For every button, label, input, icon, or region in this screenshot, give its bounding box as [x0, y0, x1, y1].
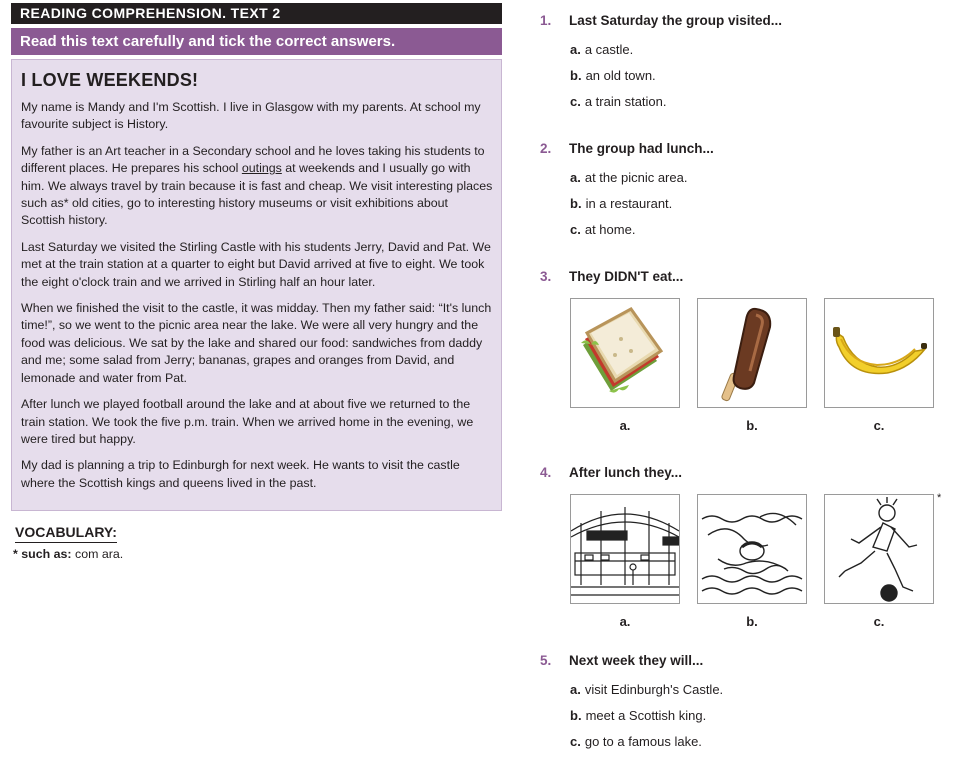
sandwich-image[interactable] [570, 298, 680, 408]
text-title: I LOVE WEEKENDS! [21, 70, 199, 90]
question-text: Next week they will... [569, 653, 704, 668]
option-c[interactable]: c. go to a famous lake. [570, 734, 702, 749]
option-b[interactable]: b. in a restaurant. [570, 196, 673, 211]
image-label-c: c. [873, 614, 885, 629]
train-station-image[interactable] [570, 494, 680, 604]
option-c[interactable]: c. a train station. [570, 94, 667, 109]
vocabulary-title: VOCABULARY: [15, 524, 117, 543]
image-label-b: b. [746, 418, 758, 433]
paragraph-2: My father is an Art teacher in a Secondary school and he loves taking his students to different places. He prepares his school outings at weekends and I usually go with him. We always travel by train because it is fast and cheap. We visit interesting places such as* old cities, go to interesting history museums or visit exhibitions about Scottish history. [21, 143, 493, 228]
instruction-banner: Read this text carefully and tick the correct answers. [11, 28, 502, 55]
question-text: Last Saturday the group visited... [569, 13, 783, 28]
asterisk-mark: * [937, 492, 942, 504]
ice-cream-image[interactable] [697, 298, 807, 408]
paragraph-3: Last Saturday we visited the Stirling Castle with his students Jerry, David and Pat. We met at the train station at a quarter to eight but David arrived at five to eight. We took the eight o'clock train and we arrived in Stirling half an hour later. [21, 239, 491, 289]
paragraph-1: My name is Mandy and I'm Scottish. I live in Glasgow with my parents. At school my favourite subject is History. [21, 100, 481, 132]
question-number: 2. [540, 141, 552, 156]
paragraph-4: When we finished the visit to the castle, it was midday. Then my father said: “It's lunch time!”, so we went to the picnic area near the lake. We were all very hungry and the food was delicious. We sat by the lake and shared our food: sandwiches from daddy and me; some salad from Jerry; bananas, grapes and oranges from David, and lemonade and water from Pat. [21, 301, 492, 385]
image-label-a: a. [619, 418, 631, 433]
option-a[interactable]: a. a castle. [570, 42, 634, 57]
reading-text-panel [11, 3, 502, 511]
option-a[interactable]: a. at the picnic area. [570, 170, 688, 185]
underlined-word: outings [241, 161, 282, 176]
paragraph-5: After lunch we played football around the lake and at about five we returned to the train station. We took the five p.m. train. When we arrived home in the evening, we were tired but happy. [21, 397, 474, 446]
vocabulary-section [15, 524, 117, 543]
vocabulary-meaning: com ara. [75, 547, 124, 561]
question-number: 1. [540, 13, 552, 28]
option-b[interactable]: b. an old town. [570, 68, 656, 83]
question-number: 5. [540, 653, 552, 668]
paragraph-6: My dad is planning a trip to Edinburgh for next week. He wants to visit the castle where the Scottish kings and queens lived in the past. [21, 458, 460, 490]
image-label-b: b. [746, 614, 758, 629]
question-number: 4. [540, 465, 552, 480]
banana-image[interactable] [824, 298, 934, 408]
question-text: After lunch they... [569, 465, 683, 480]
question-text: They DIDN'T eat... [569, 269, 684, 284]
option-c[interactable]: c. at home. [570, 222, 636, 237]
option-a[interactable]: a. visit Edinburgh's Castle. [570, 682, 724, 697]
question-number: 3. [540, 269, 552, 284]
image-label-a: a. [619, 614, 631, 629]
reading-text-box [11, 59, 502, 511]
swimming-image[interactable] [697, 494, 807, 604]
football-image[interactable] [824, 494, 934, 604]
vocabulary-item [13, 547, 123, 561]
question-text: The group had lunch... [569, 141, 714, 156]
vocabulary-term: * such as: [13, 547, 72, 561]
option-b[interactable]: b. meet a Scottish king. [570, 708, 707, 723]
image-label-c: c. [873, 418, 885, 433]
section-header: READING COMPREHENSION. TEXT 2 [11, 3, 502, 24]
